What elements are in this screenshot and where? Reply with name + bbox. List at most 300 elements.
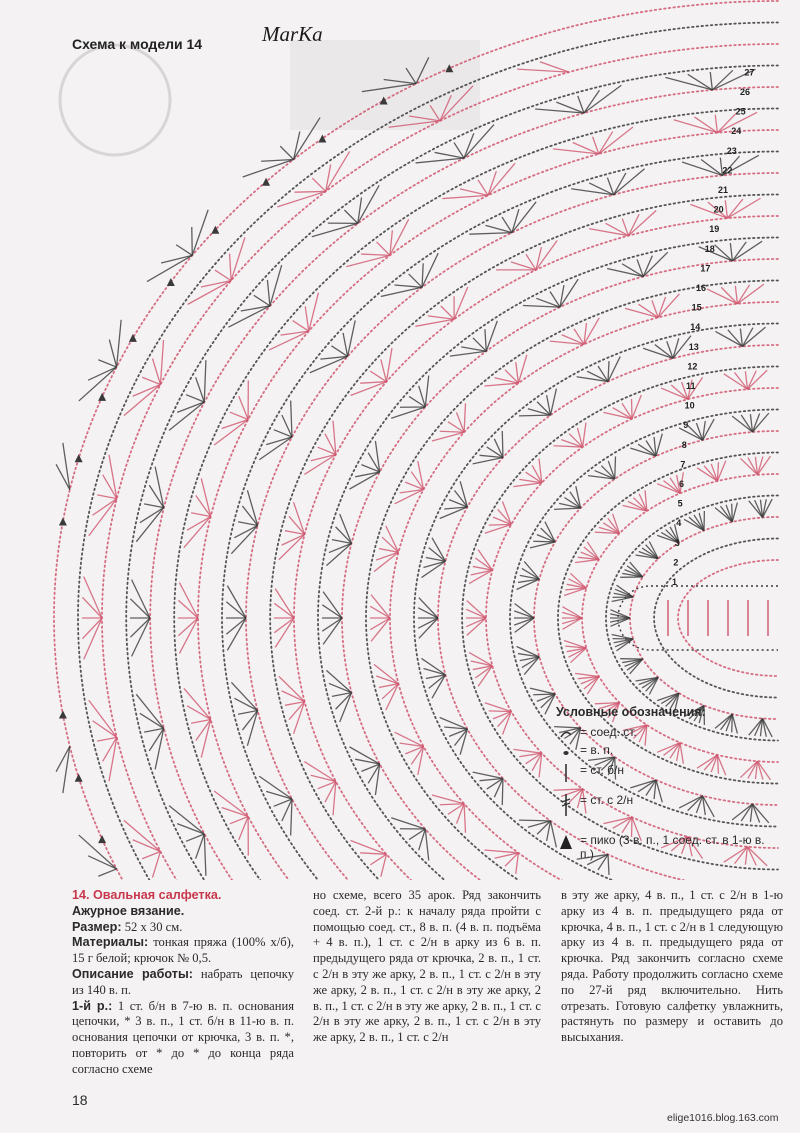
chart-stitch [395,285,423,287]
chart-row-arc [246,173,778,880]
chart-stitch [422,253,438,287]
chart-stitch [732,242,746,261]
chart-stitch [275,589,294,618]
chart-stitch [98,869,116,876]
chart-stitch [643,256,652,277]
chart-stitch [432,538,445,562]
chart-stitch [279,676,305,701]
chart-stitch [699,247,733,261]
chart-stitch [418,608,438,618]
chart-stitch [467,601,486,618]
chart-stitch [423,669,445,675]
chart-stitch [752,804,759,823]
chart-stitch [247,490,257,525]
chart-stitch [454,143,464,159]
chart-stitch [79,367,117,401]
chart-stitch [440,804,464,805]
row-number-label: 2 [673,557,679,568]
chart-stitch [409,274,422,287]
chart-stitch [329,683,352,692]
chart-stitch [179,583,198,618]
picot-mark [59,517,67,525]
chart-stitch [682,162,722,175]
picot-mark [75,454,83,462]
row-number-label: 19 [709,224,720,235]
chart-stitch [377,242,390,255]
chart-stitch [758,761,771,780]
legend [556,705,786,861]
legend-item-chain [556,743,613,763]
size-label: Размер: [72,919,122,934]
chart-stitch [88,367,116,380]
chart-stitch [486,321,497,351]
chart-stitch [291,799,292,835]
chart-stitch [485,329,486,351]
chart-stitch [282,691,305,702]
chart-stitch [124,385,161,416]
chart-stitch [466,618,486,627]
chart-stitch [331,346,347,357]
chart-stitch [376,552,398,560]
description-label: Описание работы: [72,966,193,981]
chart-stitch [294,502,305,534]
chart-stitch [488,163,515,195]
chart-row-arc [174,106,778,881]
chart-stitch [625,308,658,317]
chain-stitch-icon [556,743,576,763]
chart-stitch [243,159,294,176]
chart-stitch [421,561,445,577]
row-number-label: 7 [680,459,686,470]
chart-stitch [234,698,257,710]
row-number-label: 9 [683,420,689,431]
chart-stitch [724,374,748,389]
chart-stitch [152,851,160,877]
materials-value: тонкая пряжа (100% х/б), 15 г белой; крючок № 0,5. [72,935,294,966]
chart-stitch [658,294,679,318]
chart-stitch [541,694,555,708]
chart-stitch [423,561,445,567]
chart-stitch [658,297,665,318]
foundation-chain [618,586,778,650]
chart-stitch [247,711,257,746]
chart-stitch [133,840,161,852]
chart-stitch [371,618,390,641]
chart-stitch [752,413,768,432]
chart-stitch [329,543,352,552]
chart-stitch [694,117,717,133]
chart-stitch [82,618,102,639]
chart-stitch [275,618,294,647]
chart-row-arc [342,259,778,880]
chart-stitch [361,254,390,255]
chart-stitch [584,318,599,345]
legend-item-picot [556,833,776,861]
chart-stitch [533,694,555,695]
row-number-label: 15 [691,302,702,313]
article-subheading: Ажурное вязание. [72,903,185,918]
row-number-label: 25 [735,106,746,117]
chart-rings [54,1,778,880]
chart-stitch [97,495,117,499]
chart-stitch [428,316,454,319]
chart-stitch [643,348,673,358]
row-number-label: 1 [672,577,678,587]
row-number-label: 5 [677,498,683,509]
chart-stitch [142,851,160,858]
chart-stitch [130,618,150,637]
chart-stitch [674,120,718,133]
chart-stitch [267,280,270,306]
chart-stitch [124,820,161,851]
chart-stitch [607,268,643,276]
chart-stitch [515,604,534,618]
chart-stitch [425,376,428,407]
legend-item-single-crochet [556,763,624,783]
chart-stitch [563,618,582,629]
chart-stitch [215,270,231,281]
chart-stitch [418,618,438,628]
picot-mark [167,278,175,286]
chart-stitch [752,804,768,823]
chart-row-arc [510,410,778,827]
chart-stitch [179,618,198,653]
chart-stitch [584,85,621,113]
row-number-label: 10 [684,400,695,411]
chart-stitch [419,598,438,618]
chart-stitch [740,761,757,777]
chart-stitch [82,597,102,618]
chart-stitch [419,618,438,638]
row-number-label: 20 [713,204,724,215]
legend-label: = ст. б/н [580,763,625,777]
chart-stitch [169,806,204,834]
chart-stitch [178,618,198,636]
chart-stitch [680,743,683,764]
chart-stitch [752,413,759,432]
chart-stitch [519,820,551,821]
chart-stitch [270,265,282,306]
chart-center-oval [618,586,778,650]
chart-stitch [142,377,160,384]
chart-stitch [152,358,160,384]
chart-stitch [715,115,717,133]
chart-stitch [293,321,309,332]
row-number-label: 3 [674,537,680,548]
chart-stitch [133,385,161,397]
chart-stitch [440,431,464,432]
row-number-label: 24 [731,126,742,137]
chart-stitch [533,541,555,542]
chart-stitch [187,517,211,531]
chart-stitch [370,618,390,630]
chart-stitch [312,223,358,236]
chart-row-arc [198,130,778,880]
chart-stitch [466,609,486,618]
chart-stitch [294,191,325,192]
legend-label: = соед. ст. [580,725,637,739]
signature: MarKa [262,22,323,46]
chart-stitch [710,72,712,90]
chart-stitch [742,328,752,347]
single-crochet-icon [556,763,576,783]
chart-stitch [464,804,465,833]
chart-stitch [323,592,342,618]
article-column-3 [561,888,783,1046]
column-3-text: в эту же арку, 4 в. п., 1 ст. с 2/н в 1-ю арку из 4 в. п. предыдущего ряда от крючка, 4 в. п., 1 ст. с 2/н в 1 следующую арку из 4 в. п. предыдущего ряда от крючка. Ряд закончить согласно схеме ряда. Работу продолжить согласно схеме по 27-й ряд включительно. Нить отрезать. Готовую салфетку увлажнить, растянуть по размеру и оставить до высыхания. [561,888,783,1045]
row-number-label: 14 [690,322,701,333]
picot-mark [98,835,106,843]
chart-stitch [93,721,117,738]
chart-stitch [615,456,616,479]
chart-stitch [758,456,763,474]
chart-stitch [227,586,246,618]
chart-stitch [231,237,245,280]
chart-stitch [196,377,205,402]
chart-stitch [280,146,293,159]
row-number-label: 23 [726,145,737,156]
chart-row-arc [318,238,778,881]
chart-stitch [291,401,292,437]
chart-stitch [562,618,582,624]
legend-label: = в. п. [580,743,614,757]
chart-stitch [84,618,102,659]
chart-stitch [140,713,164,728]
chart-stitch [758,456,771,475]
chart-stitch [322,605,342,618]
chart-stitch [454,287,468,319]
chart-stitch [516,853,519,874]
chart-stitch [563,607,582,618]
chart-stitch [554,508,581,509]
chart-stitch [84,577,102,618]
legend-label: = ст. с 2/н [580,793,634,807]
chart-stitch [109,340,116,367]
chart-stitch [489,711,512,712]
chart-stitch [450,351,486,356]
chart-stitch [562,612,582,618]
chart-stitch [340,514,352,543]
chart-stitch [484,850,518,853]
chart-row-arc [606,496,778,741]
row-number-label: 11 [686,381,696,391]
row-number-label: 16 [696,283,707,293]
chart-stitch [730,243,732,261]
chart-stitch [132,618,150,656]
chart-stitch [226,618,246,634]
chart-stitch [144,504,164,508]
chart-stitch [192,227,193,255]
chart-stitch [712,70,733,90]
chart-stitch [638,780,656,792]
slip-stitch-icon [556,725,576,745]
chart-stitch [732,416,752,432]
chart-stitch [575,559,599,562]
chart-stitch [747,370,767,389]
chart-stitch [721,287,737,303]
chart-stitch [227,618,246,650]
chart-stitch [376,676,398,684]
chart-stitch [178,600,198,618]
size-value: 52 х 30 см. [124,919,183,934]
chart-stitch [523,305,560,307]
chart-stitch [231,525,257,553]
row1-value: 1 ст. б/н в 7-ю в. п. основания цепочки, * 3 в. п., 1 ст. б/н в 11-ю в. п. основания цепочки от крючка, 3 в. п. *, повторить от * до * до конца ряда согласно схеме [72,998,295,1076]
chart-stitch [583,423,586,448]
row-number-label: 13 [688,341,699,352]
chart-stitch [274,603,294,618]
chart-stitch [188,281,231,305]
chart-stitch [473,458,503,464]
chart-stitch [747,371,756,390]
chart-stitch [196,834,205,859]
chart-stitch [732,503,737,522]
chart-stitch [390,219,409,255]
chart-stitch [130,599,150,618]
chart-stitch [98,360,116,367]
chart-stitch [192,210,208,256]
page-title: Схема к модели 14 [72,36,203,52]
chart-stitch [370,606,390,618]
chart-stitch [514,611,534,618]
row-number-label: 17 [700,263,711,274]
chart-stitch [386,526,399,552]
picot-mark [129,334,137,342]
chart-stitch [234,525,257,537]
page-number: 18 [72,1092,88,1108]
article-column-1 [72,888,294,1078]
chart-stitch [305,306,309,331]
row-number-label: 8 [681,439,687,450]
chart-stitch [277,191,325,206]
chart-stitch [177,824,204,834]
chart-stitch [435,152,464,158]
row-number-label: 21 [718,185,729,195]
chart-stitch [161,255,192,263]
row-number-label: 27 [744,67,755,78]
column-2-text: но схеме, всего 35 арок. Ряд закончить соед. ст. 2-й р.: к началу ряда пройти с помощью соед. ст., 8 в. п. (4 в. п. подъёма + 4 в. п.), 1 ст. с 2/н в арку из 6 в. п. предыдущего ряда от крючка, 2 в. п., 1 ст. с 2/н в эту же арку, 2 в. п., 1 ст. с 2/н в эту же арку, 2 в. п., 1 ст. с 2/н в эту же арку, 2 в. п., 1 ст. с 2/н в эту же арку, 2 в. п., 1 ст. с 2/н в эту же арку, 2 в. п., 1 ст. с 2/н в эту же арку, 2 в. п., 1 ст. с 2/н [313,888,541,1045]
row-number-label: 4 [676,518,682,529]
chart-stitch [169,402,204,430]
chart-stitch [513,749,541,753]
description-value: набрать цепочку из 140 в. п. [72,966,294,997]
chart-stitch [701,160,722,176]
chart-stitch [204,360,206,402]
chart-stitch [656,434,662,456]
chart-stitch [343,333,348,357]
article-column-2 [313,888,541,1046]
chart-stitch [575,673,599,676]
chart-stitch [727,198,760,218]
chart-stitch [742,327,765,346]
chart-stitch [516,362,519,383]
chart-stitch [97,737,117,741]
row-number-label: 22 [722,165,733,176]
chart-stitch [93,499,117,516]
row-number-label: 18 [704,243,715,254]
chart-stitch [469,233,512,235]
row-number-label: 12 [687,361,698,372]
row-numbers [672,67,754,587]
background-bleed [60,40,480,155]
chart-stitch [610,618,630,626]
chart-stitch [226,602,246,618]
chart-stitch [464,403,465,432]
chart-stitch [254,295,270,306]
chart-stitch [484,383,518,386]
chart-stitch [230,253,232,280]
chart-stitch [132,580,150,618]
chart-stitch [530,542,555,548]
chart-stitch [467,618,486,635]
chart-stitch [478,666,492,687]
chart-stitch [665,77,712,90]
chart-stitch [214,420,248,446]
chart-stitch [323,618,342,644]
row1-label: 1-й р.: [72,998,113,1013]
chart-stitch [478,550,492,571]
chart-stitch [758,761,763,779]
chart-stitch [515,618,534,632]
chart-stitch [707,289,737,304]
chart-stitch [514,618,534,625]
legend-title: Условные обозначения: [556,705,706,719]
chart-stitch [425,829,428,860]
chart-stitch [322,618,342,631]
chart-stitch [638,444,656,456]
chart-stitch [502,431,503,458]
chart-stitch [714,245,732,261]
picot-icon [556,833,576,853]
legend-item-double-crochet [556,793,633,817]
double-crochet-icon [556,793,576,817]
chart-stitch [502,778,503,805]
chart-stitch [386,684,399,710]
legend-item-slip-stitch [556,725,637,745]
chart-stitch [147,255,192,281]
chart-stitch [386,348,392,382]
chart-stitch [340,693,352,722]
chart-stitch [274,618,294,633]
materials-label: Материалы: [72,935,149,950]
article-heading: 14. Овальная салфетка. [72,888,222,902]
chart-stitch [282,534,305,545]
chart-stitch [381,287,422,296]
chart-stitch [737,284,763,304]
chart-stitch [144,728,164,732]
chart-stitch [732,241,762,261]
chart-stitch [176,245,192,256]
row-number-label: 26 [740,87,751,97]
chart-stitch [222,420,248,429]
chart-stitch [344,210,357,223]
chart-stitch [541,528,555,542]
chart-stitch [432,432,464,441]
chart-stitch [715,331,742,346]
chart-stitch [732,804,752,820]
chart-stitch [371,595,390,618]
picot-mark [75,774,83,782]
chart-stitch [737,285,749,304]
chart-stitch [312,178,325,191]
legend-label: = пико (3 в. п., 1 соед. ст. в 1-ю в. п.) [580,833,765,861]
chart-stitch [727,199,742,218]
chart-stitch [519,415,551,416]
chart-stitch [513,483,541,487]
chart-stitch [204,834,206,876]
chart-stitch [294,702,305,734]
chart-stitch [656,780,662,802]
